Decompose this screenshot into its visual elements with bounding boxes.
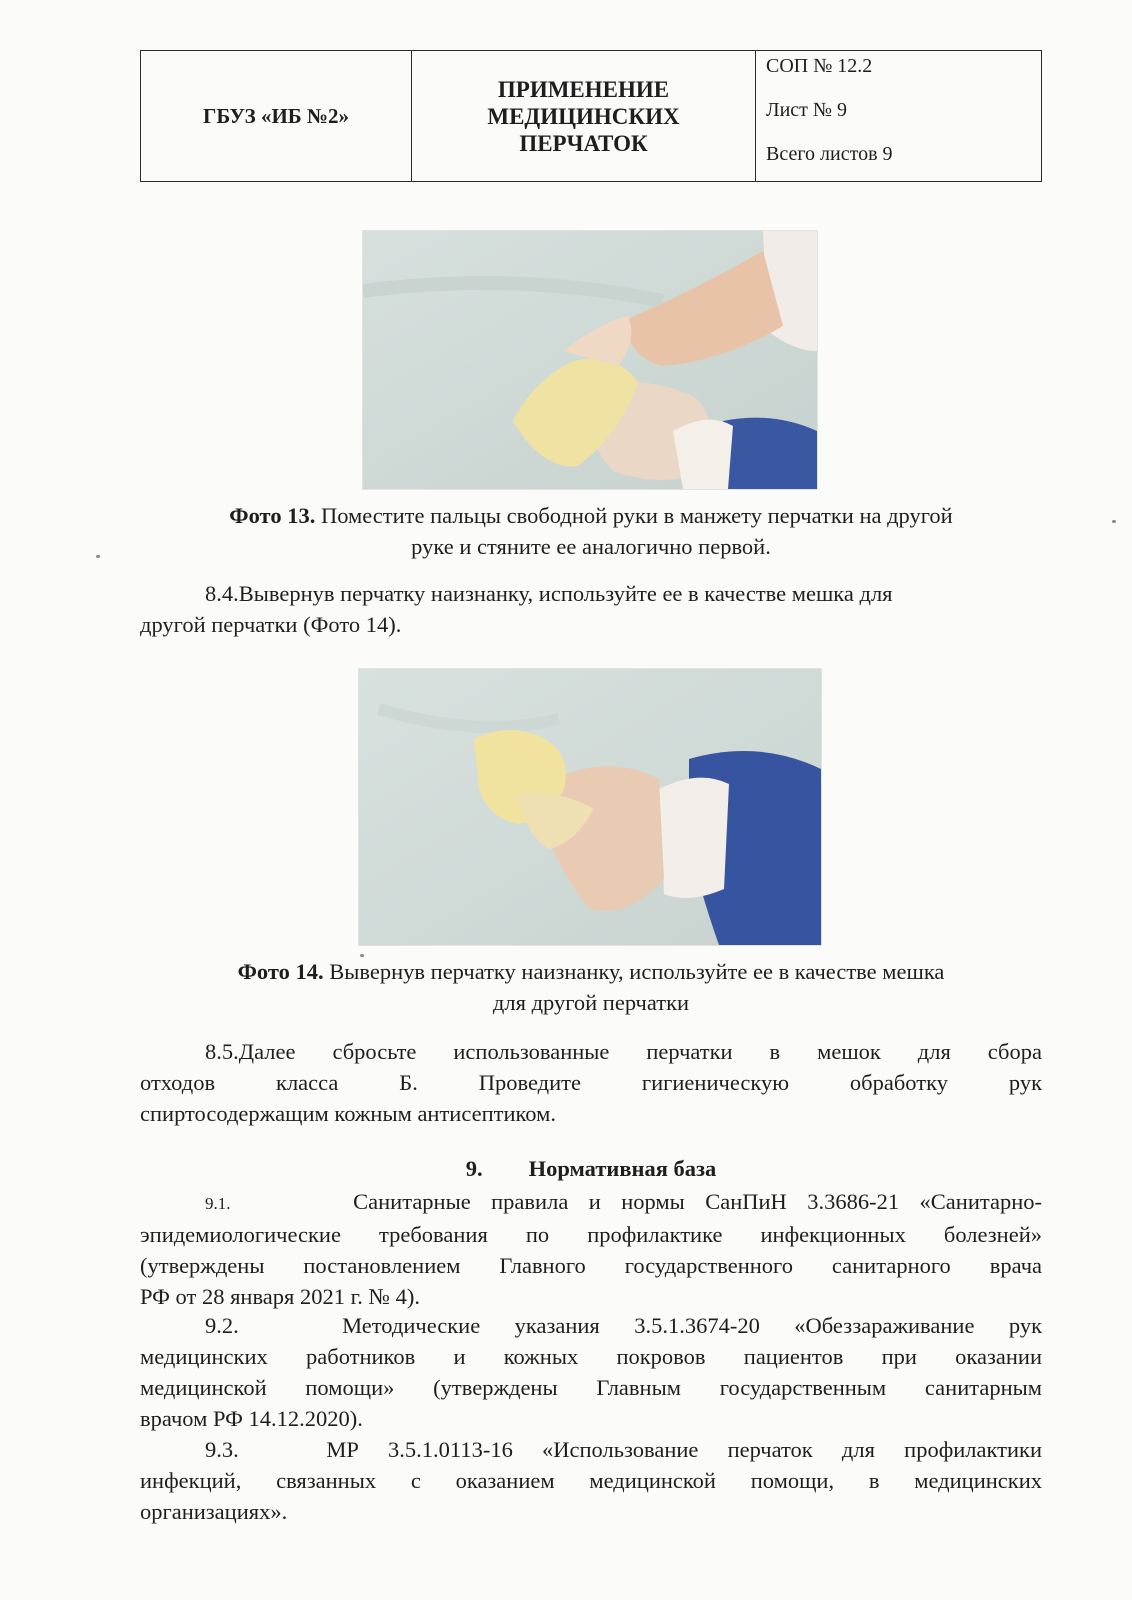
item-9-3-line-1: МР 3.5.1.0113-16 «Использование перчаток для профилактики	[326, 1437, 1043, 1462]
photo-14-caption	[140, 956, 1042, 1018]
section-9-item-1	[140, 1186, 1042, 1312]
scan-speck	[1112, 520, 1116, 523]
item-9-2-number: 9.2.	[205, 1313, 239, 1338]
sheet-number: Лист № 9	[766, 99, 847, 121]
paragraph-8-4-line-1: 8.4.Вывернув перчатку наизнанку, используйте ее в качестве мешка для	[205, 581, 893, 606]
paragraph-8-4-line-2: другой перчатки (Фото 14).	[140, 612, 402, 637]
item-9-2-line-2: медицинских работников и кожных покровов пациентов при оказании	[140, 1344, 1042, 1369]
title-line-1: ПРИМЕНЕНИЕ	[497, 76, 670, 102]
section-9-item-2	[140, 1310, 1042, 1434]
photo-14-caption-line-2: для другой перчатки	[492, 990, 690, 1015]
item-9-2-line-1: Методические указания 3.5.1.3674-20 «Обеззараживание рук	[342, 1313, 1043, 1338]
photo-13-image	[362, 230, 818, 490]
item-9-1-line-3: (утверждены постановлением Главного государственного санитарного врача	[140, 1253, 1042, 1278]
photo-14-caption-line-1: Вывернув перчатку наизнанку, используйте ее в качестве мешка	[329, 959, 945, 984]
document-header-table	[140, 50, 1042, 182]
section-9-title: Нормативная база	[528, 1156, 717, 1181]
paragraph-8-5-line-1: 8.5.Далее сбросьте использованные перчатки в мешок для сбора	[205, 1039, 1042, 1064]
section-9-item-3	[140, 1434, 1042, 1527]
section-9-number: 9.	[465, 1156, 483, 1181]
title-line-3: ПЕРЧАТОК	[519, 130, 648, 156]
paragraph-8-5-line-3: спиртосодержащим кожным антисептиком.	[140, 1101, 556, 1126]
section-9-heading	[140, 1156, 1042, 1182]
item-9-1-line-2: эпидемиологические требования по профилактике инфекционных болезней»	[140, 1222, 1042, 1247]
scan-speck	[360, 954, 364, 957]
photo-13-caption	[140, 500, 1042, 562]
item-9-2-line-3: медицинской помощи» (утверждены Главным государственным санитарным	[140, 1375, 1042, 1400]
organization-name: ГБУЗ «ИБ №2»	[202, 103, 350, 128]
sop-number: СОП № 12.2	[766, 55, 873, 77]
item-9-1-line-1: Санитарные правила и нормы СанПиН 3.3686-21 «Санитарно-	[353, 1189, 1042, 1214]
title-cell	[411, 51, 755, 181]
paragraph-8-5	[140, 1036, 1042, 1129]
photo-14-label: Фото 14.	[237, 959, 324, 984]
scan-speck	[96, 555, 100, 558]
item-9-3-number: 9.3.	[205, 1437, 239, 1462]
item-9-3-line-3: организациях».	[140, 1499, 288, 1524]
title-line-2: МЕДИЦИНСКИХ	[487, 103, 680, 129]
meta-cell	[755, 51, 1041, 181]
item-9-1-line-4: РФ от 28 января 2021 г. № 4).	[140, 1284, 421, 1309]
paragraph-8-4	[140, 578, 1042, 640]
organization-cell	[141, 51, 411, 181]
paragraph-8-5-line-2: отходов класса Б. Проведите гигиеническую обработку рук	[140, 1070, 1042, 1095]
photo-14-image	[358, 668, 822, 946]
glove-bag-illustration	[359, 669, 821, 945]
total-sheets: Всего листов 9	[766, 143, 893, 165]
photo-13-caption-line-2: руке и стяните ее аналогично первой.	[411, 534, 771, 559]
item-9-3-line-2: инфекций, связанных с оказанием медицинской помощи, в медицинских	[140, 1468, 1042, 1493]
glove-removal-illustration	[363, 231, 817, 489]
item-9-1-number: 9.1.	[205, 1194, 231, 1213]
photo-13-caption-line-1: Поместите пальцы свободной руки в манжету перчатки на другой	[320, 503, 953, 528]
photo-13-label: Фото 13.	[229, 503, 316, 528]
item-9-2-line-4: врачом РФ 14.12.2020).	[140, 1406, 363, 1431]
